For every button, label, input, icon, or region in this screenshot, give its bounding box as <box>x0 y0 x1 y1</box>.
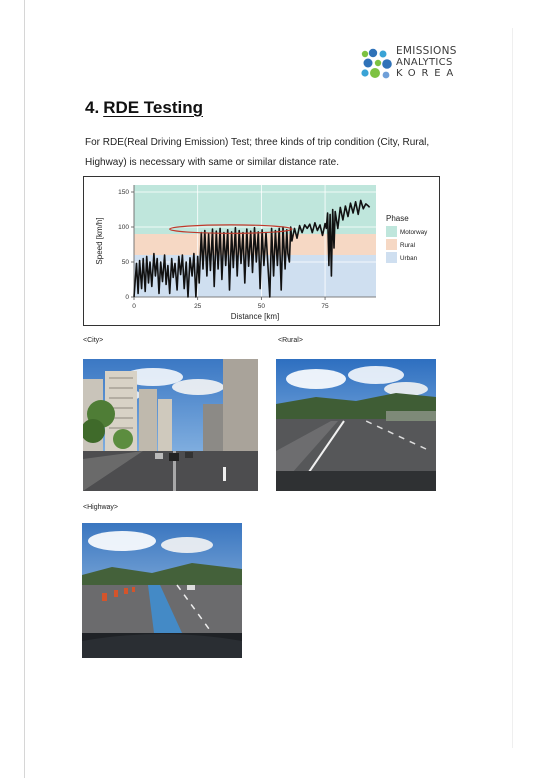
logo-dot <box>362 51 368 57</box>
caption-highway: <Highway> <box>83 504 119 511</box>
logo-dot <box>369 49 377 57</box>
section-heading <box>85 98 203 118</box>
section-title: RDE Testing <box>103 98 203 117</box>
intro-paragraph: For RDE(Real Driving Emission) Test; three kinds of trip condition (City, Rural, Highway) is necessary with same or similar distance rate. <box>85 137 430 168</box>
y-tick-label: 150 <box>118 189 129 197</box>
legend-label-rural: Rural <box>400 242 416 249</box>
logo-dots-icon <box>360 48 394 82</box>
logo-line-3: KOREA <box>396 68 459 79</box>
rural-photo <box>276 359 436 491</box>
company-logo <box>360 46 480 84</box>
caption-city: <City> <box>83 337 104 344</box>
city-photo <box>83 359 258 491</box>
logo-dot <box>380 51 387 58</box>
legend-swatch-rural <box>386 239 397 250</box>
legend-swatch-urban <box>386 252 397 263</box>
speed-chart <box>83 176 440 326</box>
legend-title: Phase <box>386 214 409 223</box>
logo-dot <box>375 60 381 66</box>
logo-dot <box>383 72 390 79</box>
legend-label-motorway: Motorway <box>400 229 428 236</box>
logo-text <box>396 46 459 79</box>
y-tick-label: 100 <box>118 224 129 232</box>
logo-line-1: EMISSIONS <box>396 45 457 57</box>
caption-rural: <Rural> <box>278 337 303 344</box>
x-tick-label: 0 <box>132 303 136 310</box>
y-tick-label: 0 <box>125 294 129 302</box>
page-edge <box>24 0 25 778</box>
x-tick-label: 50 <box>257 303 265 310</box>
y-tick-label: 50 <box>121 259 129 267</box>
logo-dot <box>364 59 373 68</box>
highway-photo <box>82 523 242 658</box>
logo-dot <box>361 69 368 76</box>
x-axis-label: Distance [km] <box>230 312 280 321</box>
x-tick-label: 75 <box>321 303 329 310</box>
page-edge-right <box>512 28 513 748</box>
logo-dot <box>382 59 392 69</box>
section-number: 4. <box>85 98 100 117</box>
legend-label-urban: Urban <box>400 255 418 262</box>
legend-swatch-motorway <box>386 226 397 237</box>
speed-chart-svg <box>84 177 439 325</box>
logo-line-2: ANALYTICS <box>396 57 453 68</box>
logo-dot <box>370 68 380 78</box>
y-axis-label: Speed [km/h] <box>95 217 104 265</box>
x-tick-label: 25 <box>194 303 202 310</box>
